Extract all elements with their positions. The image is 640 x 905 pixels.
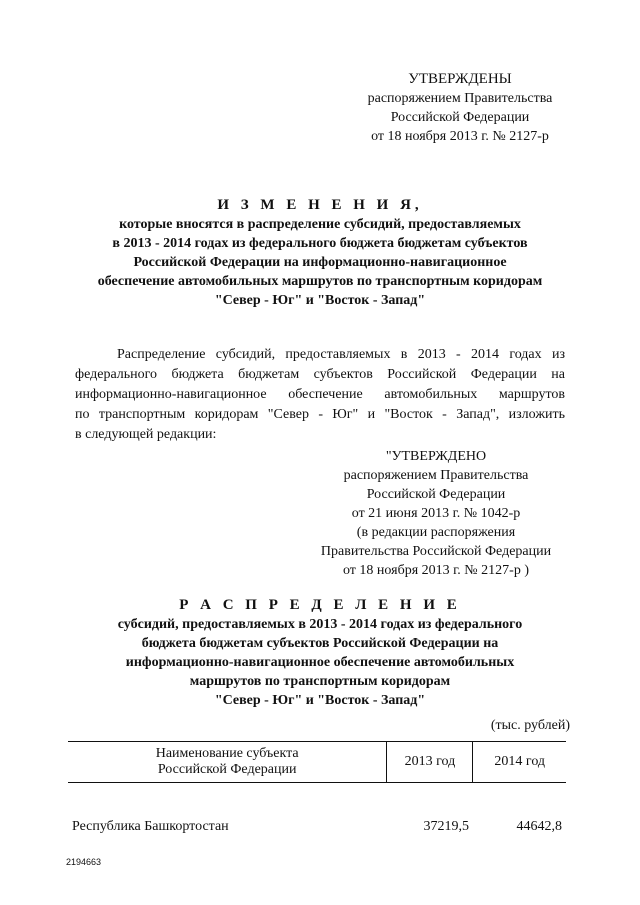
body-line: Распределение субсидий, предоставляемых в 2013 - 2014 годах из — [117, 347, 565, 362]
approval-line: от 18 ноября 2013 г. № 2127-р — [371, 129, 549, 144]
approval-line: (в редакции распоряжения — [356, 525, 516, 540]
column-header-subject — [68, 742, 387, 783]
column-header-2014: 2014 год — [473, 742, 566, 783]
table-row — [68, 783, 566, 836]
approval-line: Российской Федерации — [366, 487, 506, 502]
approval-line: Российской Федерации — [390, 110, 530, 125]
approval-line: распоряжением Правительства — [343, 468, 529, 483]
body-line: в следующей редакции: — [75, 427, 217, 442]
cell-subject-name: Республика Башкортостан — [72, 819, 229, 834]
distribution-table — [68, 741, 566, 835]
document-number: 2194663 — [66, 857, 102, 867]
changes-subtitle-line: которые вносятся в распределение субсидий, предоставляемых — [119, 217, 521, 232]
column-header-2013: 2013 год — [387, 742, 473, 783]
approval-stamp — [330, 70, 590, 146]
approval-line: от 21 июня 2013 г. № 1042-р — [351, 506, 521, 521]
changes-title — [60, 196, 580, 310]
changes-subtitle-line: Российской Федерации на информационно-навигационное — [133, 255, 507, 270]
cell-2014-value: 44642,8 — [516, 819, 562, 834]
distribution-title — [60, 596, 580, 710]
body-line: федерального бюджета бюджетам субъектов Российской Федерации на — [75, 367, 565, 382]
approval-stamp-quoted — [300, 447, 572, 580]
body-line: по транспортным коридорам "Север - Юг" и "Восток - Запад", изложить — [75, 407, 565, 422]
changes-heading: И З М Е Н Е Н И Я, — [217, 197, 423, 213]
changes-subtitle-line: обеспечение автомобильных маршрутов по транспортным коридорам — [97, 274, 543, 289]
distribution-subtitle-line: субсидий, предоставляемых в 2013 - 2014 годах из федерального — [117, 617, 523, 632]
approval-line: Правительства Российской Федерации — [320, 544, 552, 559]
table-header-row — [68, 742, 566, 783]
changes-subtitle-line: "Север - Юг" и "Восток - Запад" — [214, 293, 426, 308]
body-line: информационно-навигационное обеспечение автомобильных маршрутов — [75, 387, 565, 402]
column-header-line: Наименование субъекта — [155, 746, 299, 761]
distribution-subtitle-line: маршрутов по транспортным коридорам — [189, 674, 451, 689]
cell-2013-value: 37219,5 — [423, 819, 469, 834]
changes-subtitle-line: в 2013 - 2014 годах из федерального бюджета бюджетам субъектов — [112, 236, 528, 251]
approval-heading: УТВЕРЖДЕНЫ — [408, 71, 512, 87]
distribution-heading: Р А С П Р Е Д Е Л Е Н И Е — [179, 597, 461, 613]
distribution-subtitle-line: информационно-навигационное обеспечение автомобильных — [125, 655, 515, 670]
body-paragraph — [75, 345, 565, 445]
column-header-line: Российской Федерации — [157, 762, 297, 777]
distribution-subtitle-line: "Север - Юг" и "Восток - Запад" — [214, 693, 426, 708]
distribution-subtitle-line: бюджета бюджетам субъектов Российской Федерации на — [141, 636, 499, 651]
approval-line: распоряжением Правительства — [367, 91, 553, 106]
approval-line: от 18 ноября 2013 г. № 2127-р ) — [342, 563, 529, 578]
unit-label: (тыс. рублей) — [490, 718, 570, 733]
approval-heading: "УТВЕРЖДЕНО — [385, 449, 487, 464]
